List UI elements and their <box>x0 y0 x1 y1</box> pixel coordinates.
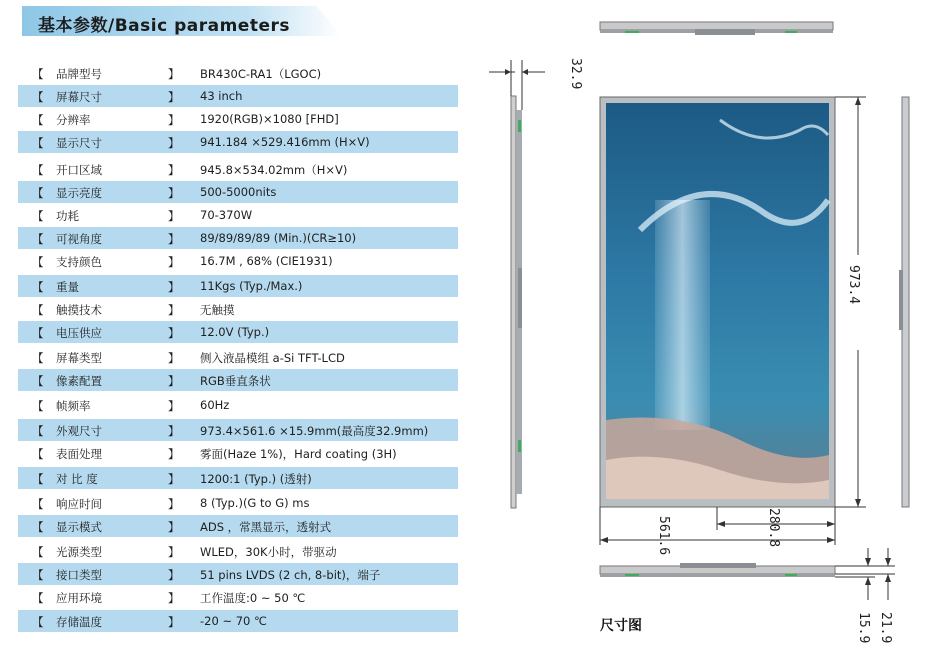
left-bracket: 【 <box>32 136 44 150</box>
param-value: 941.184 ×529.416mm (H×V) <box>200 135 370 149</box>
left-bracket: 【 <box>32 163 44 177</box>
right-bracket: 】 <box>168 163 180 177</box>
left-bracket: 【 <box>32 568 44 582</box>
right-bracket: 】 <box>168 568 180 582</box>
left-bracket: 【 <box>32 90 44 104</box>
left-bracket: 【 <box>32 209 44 223</box>
param-label: 品牌型号 <box>56 67 102 81</box>
dim-width-label: 561.6 <box>656 516 671 556</box>
right-bracket: 】 <box>168 90 180 104</box>
param-label: 开口区域 <box>56 163 102 177</box>
left-bracket: 【 <box>32 255 44 269</box>
param-value: 16.7M , 68% (CIE1931) <box>200 254 333 268</box>
param-label: 表面处理 <box>56 447 102 461</box>
left-bracket: 【 <box>32 447 44 461</box>
left-bracket: 【 <box>32 520 44 534</box>
param-value: BR430C-RA1（LGOC) <box>200 67 322 81</box>
param-label: 帧频率 <box>56 399 91 413</box>
param-value: 70-370W <box>200 208 253 222</box>
param-label: 显示尺寸 <box>56 136 102 150</box>
param-value: 8 (Typ.)(G to G) ms <box>200 496 310 510</box>
left-bracket: 【 <box>32 497 44 511</box>
param-label: 电压供应 <box>56 326 102 340</box>
right-bracket: 】 <box>168 136 180 150</box>
left-bracket: 【 <box>32 591 44 605</box>
param-label: 像素配置 <box>56 374 102 388</box>
param-label: 存储温度 <box>56 615 102 629</box>
right-bracket: 】 <box>168 326 180 340</box>
right-bracket: 】 <box>168 209 180 223</box>
left-bracket: 【 <box>32 351 44 365</box>
right-bracket: 】 <box>168 67 180 81</box>
right-bracket: 】 <box>168 520 180 534</box>
param-value: 43 inch <box>200 89 243 103</box>
right-bracket: 】 <box>168 113 180 127</box>
left-bracket: 【 <box>32 232 44 246</box>
param-value: 11Kgs (Typ./Max.) <box>200 279 303 293</box>
right-bracket: 】 <box>168 303 180 317</box>
param-label: 分辨率 <box>56 113 91 127</box>
left-bracket: 【 <box>32 186 44 200</box>
height-dimension <box>835 97 866 507</box>
right-bracket: 】 <box>168 399 180 413</box>
param-value: 雾面(Haze 1%)，Hard coating (3H) <box>200 447 397 461</box>
dim-max-depth-label: 32.9 <box>568 58 583 90</box>
right-bracket: 】 <box>168 545 180 559</box>
right-bracket: 】 <box>168 447 180 461</box>
param-value: 945.8×534.02mm（H×V) <box>200 163 348 177</box>
right-bracket: 】 <box>168 591 180 605</box>
param-value: 973.4×561.6 ×15.9mm(最高度32.9mm) <box>200 424 429 438</box>
param-value: 1920(RGB)×1080 [FHD] <box>200 112 339 126</box>
param-value: WLED，30K小时，带驱动 <box>200 545 337 559</box>
dim-max-depth-bottom-label: 21.9 <box>878 612 893 644</box>
right-bracket: 】 <box>168 280 180 294</box>
param-value: 无触摸 <box>200 303 235 317</box>
right-bracket: 】 <box>168 424 180 438</box>
param-value: 侧入液晶模组 a-Si TFT-LCD <box>200 351 345 365</box>
right-bracket: 】 <box>168 232 180 246</box>
right-bracket: 】 <box>168 186 180 200</box>
param-value: -20 ~ 70 ℃ <box>200 614 267 628</box>
param-value: 51 pins LVDS (2 ch, 8-bit)，端子 <box>200 568 381 582</box>
param-label: 显示模式 <box>56 520 102 534</box>
param-label: 触摸技术 <box>56 303 102 317</box>
param-label: 外观尺寸 <box>56 424 102 438</box>
left-bracket: 【 <box>32 545 44 559</box>
right-bracket: 】 <box>168 255 180 269</box>
dim-half-width-label: 280.8 <box>766 508 781 548</box>
left-bracket: 【 <box>32 303 44 317</box>
param-value: 60Hz <box>200 398 230 412</box>
param-label: 屏幕类型 <box>56 351 102 365</box>
left-bracket: 【 <box>32 326 44 340</box>
left-bracket: 【 <box>32 399 44 413</box>
drawing-caption: 尺寸图 <box>600 618 642 634</box>
param-value: 500-5000nits <box>200 185 277 199</box>
front-panel <box>600 97 835 507</box>
param-value: 工作温度:0 ~ 50 ℃ <box>200 591 306 605</box>
right-bracket: 】 <box>168 351 180 365</box>
top-edge-view <box>600 22 833 35</box>
param-value: 1200:1 (Typ.) (透射) <box>200 472 312 486</box>
param-label: 应用环境 <box>56 591 102 605</box>
param-value: ADS ，常黑显示，透射式 <box>200 520 332 534</box>
param-label: 接口类型 <box>56 568 102 582</box>
left-bracket: 【 <box>32 615 44 629</box>
param-label: 支持颜色 <box>56 255 102 269</box>
right-bracket: 】 <box>168 374 180 388</box>
param-label: 对 比 度 <box>56 472 98 486</box>
param-label: 光源类型 <box>56 545 102 559</box>
width-dimension <box>600 507 835 555</box>
left-bracket: 【 <box>32 67 44 81</box>
right-bracket: 】 <box>168 615 180 629</box>
dim-height-label: 973.4 <box>846 265 861 305</box>
bottom-edge-view <box>600 548 895 643</box>
left-bracket: 【 <box>32 280 44 294</box>
param-label: 重量 <box>56 280 79 294</box>
param-label: 功耗 <box>56 209 79 223</box>
param-label: 屏幕尺寸 <box>56 90 102 104</box>
left-bracket: 【 <box>32 424 44 438</box>
right-side-profile <box>899 97 909 507</box>
right-bracket: 】 <box>168 497 180 511</box>
right-bracket: 】 <box>168 472 180 486</box>
param-value: RGB垂直条状 <box>200 374 271 388</box>
param-value: 89/89/89/89 (Min.)(CR≥10) <box>200 231 357 245</box>
param-label: 可视角度 <box>56 232 102 246</box>
param-value: 12.0V (Typ.) <box>200 325 270 339</box>
left-bracket: 【 <box>32 472 44 486</box>
left-bracket: 【 <box>32 113 44 127</box>
param-label: 显示亮度 <box>56 186 102 200</box>
param-label: 响应时间 <box>56 497 102 511</box>
left-bracket: 【 <box>32 374 44 388</box>
section-title: 基本参数/Basic parameters <box>38 16 290 36</box>
left-side-profile <box>489 58 583 508</box>
dim-depth-label: 15.9 <box>856 612 871 644</box>
